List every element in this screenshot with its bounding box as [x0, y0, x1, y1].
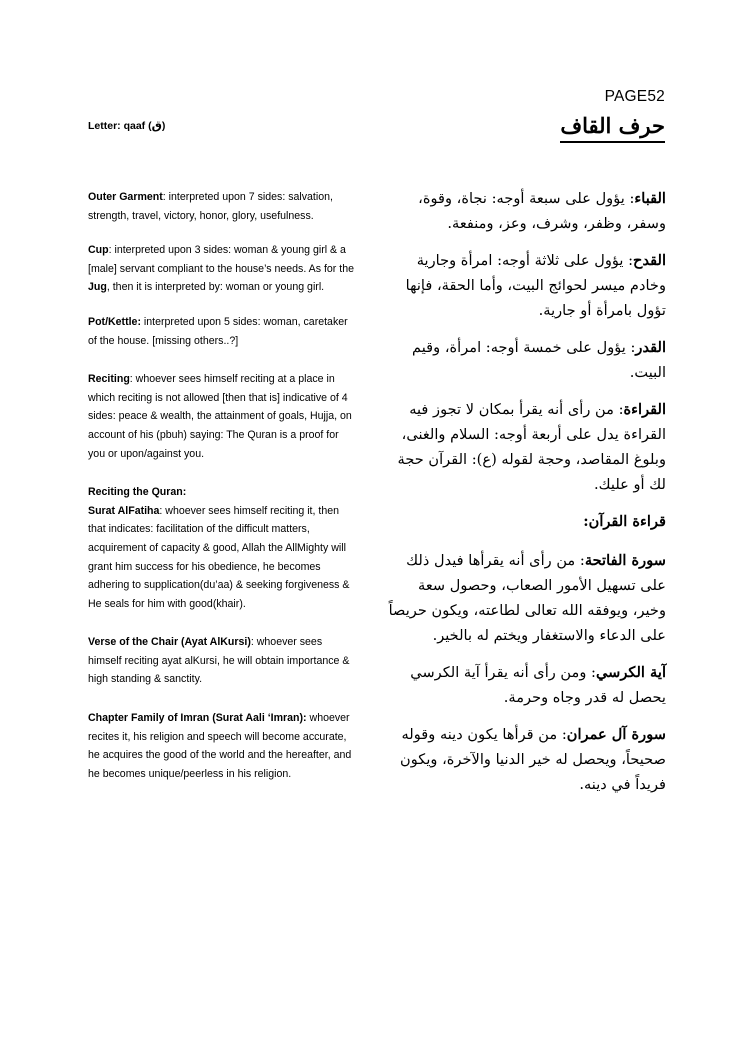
- entry-lead: Chapter Family of Imran (Surat Aali ‘Imran):: [88, 712, 307, 725]
- arabic-entry-body: : يؤول على خمسة أوجه: امرأة، وقيم البيت.: [412, 339, 666, 381]
- letter-glyph-qaaf: ق: [151, 118, 162, 132]
- entry-pot-kettle: [88, 313, 354, 350]
- entry-lead: Pot/Kettle:: [88, 315, 141, 328]
- arabic-entry-lead: آية الكرسي: [595, 664, 666, 681]
- entry-body: : interpreted upon 7 sides: salvation, strength, travel, victory, honor, glory, usefulness.: [88, 191, 333, 222]
- entry-lead: Verse of the Chair (Ayat AlKursi): [88, 636, 251, 649]
- arabic-entry-alqidr: [382, 335, 666, 385]
- arabic-entry-lead: سورة آل عمران: [566, 726, 666, 743]
- entry-outer-garment: [88, 188, 354, 225]
- arabic-entry-alqiraah: [382, 397, 666, 497]
- arabic-entry-body: : من رأى أنه يقرأ بمكان لا تجوز فيه القراءة يدل على أربعة أوجه: السلام والغنى، وبلوغ المقاصد، وحجة لقوله (ع): القرآن حجة لك أو عليك.: [397, 401, 666, 493]
- entry-surat-aali-imran: [88, 709, 354, 783]
- entry-body: whoever recites it, his religion and speech will become accurate, he acquires the good of the world and the hereafter, and he becomes unique/peerless in his religion.: [88, 712, 352, 780]
- english-column: [88, 188, 354, 783]
- arabic-title: [0, 112, 665, 139]
- entry-reciting: [88, 370, 354, 463]
- letter-label-prefix: Letter: qaaf (: [88, 120, 152, 132]
- entry-inline-bold-jug: Jug: [88, 281, 107, 294]
- arabic-entry-body: : يؤول على سبعة أوجه: نجاة، وقوة، وسفر، وظفر، وشرف، وعز، ومنفعة.: [418, 190, 666, 232]
- arabic-section-heading-qiraat-alquran: قراءة القرآن:: [583, 513, 666, 530]
- arabic-entry-lead: القراءة: [623, 401, 666, 418]
- entry-surat-alfatiha: [88, 502, 354, 614]
- entry-lead: Surat AlFatiha: [88, 504, 160, 517]
- entry-body: interpreted upon 5 sides: woman, caretaker of the house. [missing others..?]: [88, 315, 348, 347]
- arabic-entry-body: : من رأى أنه يقرأها فيدل ذلك على تسهيل الأمور الصعاب، وحصول سعة وخير، ويوفقه الله تعالى لطاعته، ويكون حريصاً على الدعاء والاستغفار ويختم له بالخير.: [388, 552, 666, 644]
- arabic-entry-surat-alfatiha: [382, 548, 666, 648]
- entry-lead: Reciting: [88, 373, 130, 386]
- entry-body-part2: , then it is interpreted by: woman or young girl.: [106, 281, 325, 294]
- arabic-entry-lead: القدر: [635, 339, 666, 356]
- arabic-entry-alqadah: [382, 248, 666, 323]
- arabic-entry-lead: سورة الفاتحة: [584, 552, 666, 569]
- entry-body: : whoever sees himself reciting it, then that indicates: facilitation of the difficult matters, acquirement of capacity & good, Allah the AllMighty will grant him success for his obedience, he becomes adhering to supplication(du’aa) & seeking forgiveness & He seals for him with good(khair).: [88, 504, 350, 610]
- page-number: PAGE52: [604, 88, 665, 105]
- arabic-entry-body: : من قرأها يكون دينه وقوله صحيحاً، ويحصل له خير الدنيا والآخرة، ويكون فريداً في دينه.: [400, 726, 666, 793]
- entry-body-part1: : interpreted upon 3 sides: woman & young girl & a [male] servant compliant to the house’s needs. As for the: [88, 244, 354, 275]
- letter-label-suffix: ): [161, 120, 166, 132]
- arabic-entry-body: : ومن رأى أنه يقرأ آية الكرسي يحصل له قدر وجاه وحرمة.: [410, 664, 666, 706]
- entry-body: : whoever sees himself reciting ayat alKursi, he will obtain importance & high standing & sanctity.: [88, 636, 350, 686]
- entry-lead: Outer Garment: [88, 191, 163, 203]
- arabic-entry-ayat-alkursi: [382, 660, 666, 710]
- arabic-entry-alqabaa: [382, 186, 666, 236]
- arabic-entry-lead: القدح: [633, 252, 666, 269]
- entry-cup: [88, 241, 354, 297]
- arabic-column: [382, 186, 666, 797]
- arabic-entry-body: : يؤول على ثلاثة أوجه: امرأة وجارية وخادم ميسر لحوائج البيت، وأما الحقة، فإنها تؤول بامرأة أو جارية.: [405, 252, 666, 319]
- entry-body: : whoever sees himself reciting at a place in which reciting is not allowed [then that is] indicative of 4 sides: peace & wealth, the attainment of goals, Hujja, on account of his (pbuh) saying: The Quran is a proof for you or upon/against you.: [88, 373, 352, 460]
- section-heading-reciting-the-quran: Reciting the Quran:: [88, 486, 187, 499]
- entry-lead: Cup: [88, 244, 109, 257]
- arabic-entry-surat-aal-imran: [382, 722, 666, 797]
- arabic-title-text: حرف القاف: [560, 113, 665, 143]
- arabic-entry-lead: القباء: [634, 190, 666, 207]
- entry-ayat-alkursi: [88, 633, 354, 689]
